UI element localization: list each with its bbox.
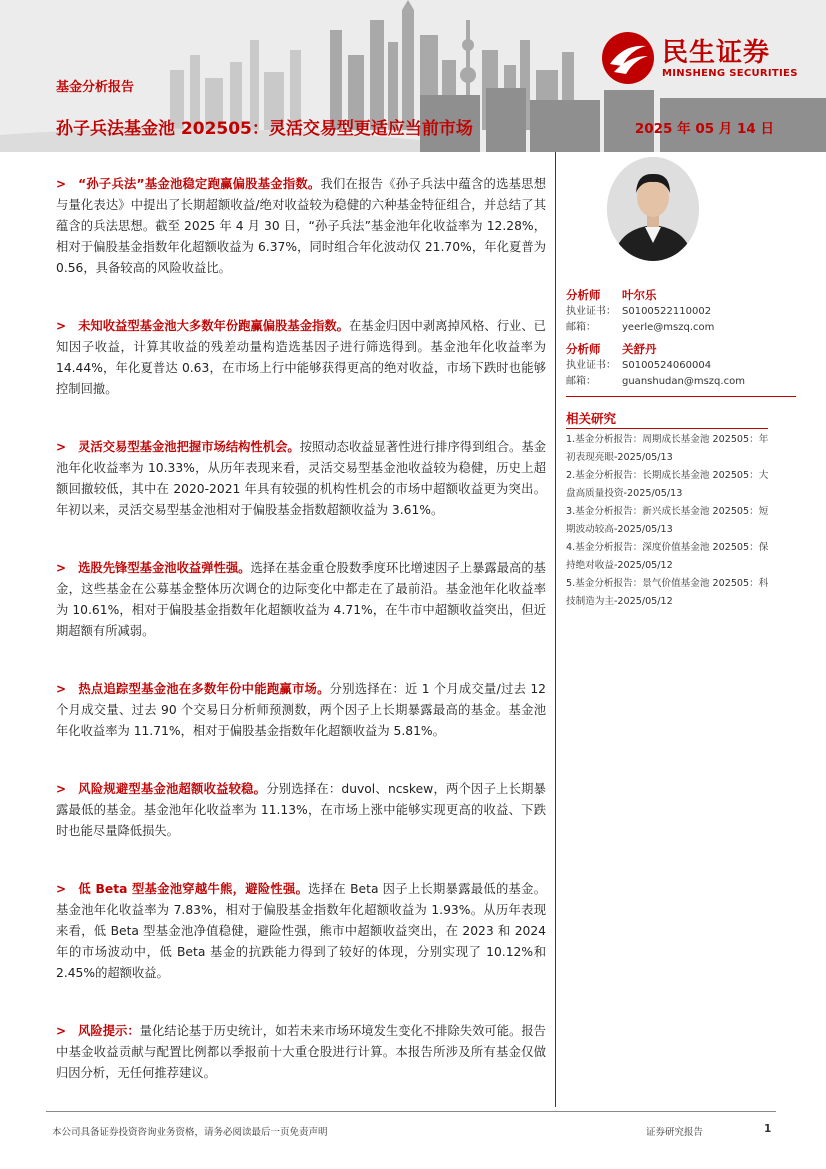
- bullet-arrow-icon: >: [56, 782, 67, 796]
- related-research-item[interactable]: 5.基金分析报告：景气价值基金池 202505：科技制造为主-2025/05/12: [566, 578, 769, 607]
- analyst-cert-row: [566, 358, 796, 374]
- report-title: 孙子兵法基金池 202505：灵活交易型更适应当前市场: [56, 119, 473, 139]
- footer-report-label: 证券研究报告: [646, 1127, 704, 1138]
- related-research-item[interactable]: 2.基金分析报告：长期成长基金池 202505：大盘高质量投资-2025/05/13: [566, 470, 769, 499]
- column-divider: [555, 152, 556, 1107]
- analyst-role: 分析师: [566, 342, 601, 356]
- paragraph-text: 分别选择在：duvol、ncskew，两个因子上长期暴露最低的基金。基金池年化收益率为 11.13%，在市场上涨中能够实现更高的收益、下跌时也能尽量降低损失。: [56, 782, 546, 838]
- summary-paragraph: [56, 558, 546, 642]
- paragraph-text: 分别选择在：近 1 个月成交量/过去 12 个月成交量、过去 90 个交易日分析师预测数，两个因子上长期暴露最高的基金。基金池年化收益率为 11.71%，相对于偏股基金指数年化超额收益为 5.81%。: [56, 682, 546, 738]
- page-number: 1: [764, 1123, 772, 1135]
- cert-number: S0100522110002: [622, 306, 712, 317]
- analyst-photo: [607, 157, 699, 261]
- bullet-arrow-icon: >: [56, 177, 67, 191]
- related-research-item[interactable]: 1.基金分析报告：周期成长基金池 202505：年初表现亮眼-2025/05/13: [566, 434, 769, 463]
- bullet-arrow-icon: >: [56, 561, 67, 575]
- cert-label: 执业证书：: [566, 306, 616, 317]
- analyst-email-row: [566, 374, 796, 390]
- paragraph-lead: 灵活交易型基金池把握市场结构性机会。: [78, 440, 300, 454]
- paragraph-text: 选择在基金重仓股数季度环比增速因子上暴露最高的基金，这些基金在公募基金整体历次调仓的边际变化中都走在了最前沿。基金池年化收益率为 10.61%，相对于偏股基金指数年化超额收益为 4.71%，在牛市中超额收益突出，但近期超额有所减弱。: [56, 561, 546, 638]
- footer-disclaimer: 本公司具备证券投资咨询业务资格，请务必阅读最后一页免责声明: [52, 1127, 328, 1138]
- related-research-divider: [566, 428, 768, 429]
- paragraph-lead: 低 Beta 型基金池穿越牛熊，避险性强。: [78, 882, 309, 896]
- analyst-card: [566, 286, 796, 336]
- cert-number: S0100524060004: [622, 360, 712, 371]
- email-label: 邮箱：: [566, 376, 596, 387]
- summary-paragraph: [56, 174, 546, 279]
- cert-label: 执业证书：: [566, 360, 616, 371]
- analyst-name-row: [566, 286, 796, 304]
- logo-chinese-name: 民生证券: [662, 38, 771, 68]
- paragraph-text: 量化结论基于历史统计，如若未来市场环境发生变化不排除失效可能。报告中基金收益贡献与配置比例都以季报前十大重仓股进行计算。本报告所涉及所有基金仅做归因分析，无任何推荐建议。: [56, 1024, 546, 1080]
- analyst-role: 分析师: [566, 288, 601, 302]
- bullet-arrow-icon: >: [56, 682, 67, 696]
- summary-paragraph: [56, 779, 546, 842]
- analyst-email-row: [566, 320, 796, 336]
- logo-emblem-icon: [600, 30, 656, 86]
- paragraph-lead: 热点追踪型基金池在多数年份中能跑赢市场。: [78, 682, 330, 696]
- analyst-card: [566, 340, 796, 390]
- analyst-cert-row: [566, 304, 796, 320]
- analyst-info: [566, 286, 796, 397]
- paragraph-text: 在基金归因中剥离掉风格、行业、已知因子收益，计算其收益的残差动量构造选基因子进行筛选得到。基金池年化收益率为 14.44%，年化夏普达 0.63，在市场上行中能够获得更高的绝对收益，市场下跌时也能够控制回撤。: [56, 319, 546, 396]
- logo-english-name: MINSHENG SECURITIES: [662, 68, 798, 79]
- report-date: 2025 年 05 月 14 日: [634, 121, 774, 137]
- analyst-name: 关舒丹: [622, 342, 657, 356]
- summary-paragraph: [56, 316, 546, 400]
- related-research-list: [566, 431, 771, 611]
- bullet-arrow-icon: >: [56, 440, 67, 454]
- report-type: 基金分析报告: [56, 80, 135, 95]
- summary-paragraph: [56, 437, 546, 521]
- related-research-item[interactable]: 4.基金分析报告：深度价值基金池 202505：保持绝对收益-2025/05/12: [566, 542, 769, 571]
- related-research-item[interactable]: 3.基金分析报告：新兴成长基金池 202505：短期波动较高-2025/05/13: [566, 506, 769, 535]
- bullet-arrow-icon: >: [56, 1024, 67, 1038]
- bullet-arrow-icon: >: [56, 319, 67, 333]
- summary-column: [56, 174, 546, 1121]
- header-banner: [0, 0, 826, 152]
- paragraph-lead: 未知收益型基金池大多数年份跑赢偏股基金指数。: [78, 319, 349, 333]
- email-address[interactable]: guanshudan@mszq.com: [622, 376, 745, 387]
- footer-divider: [46, 1111, 776, 1112]
- paragraph-lead: 选股先锋型基金池收益弹性强。: [78, 561, 251, 575]
- paragraph-text: 选择在 Beta 因子上长期暴露最低的基金。基金池年化收益率为 7.83%，相对于偏股基金指数年化超额收益为 1.93%。从历年表现来看，低 Beta 型基金池净值稳健，避险性强，熊市中超额收益突出，在 2023 和 2024 年的市场波动中，低 Beta 基金的抗跌能力得到了较好的体现，分别实现了 10.12%和 2.45%的超额收益。: [56, 882, 547, 980]
- related-research-title: 相关研究: [566, 411, 617, 426]
- email-label: 邮箱：: [566, 322, 596, 333]
- email-address[interactable]: yeerle@mszq.com: [622, 322, 715, 333]
- paragraph-lead: 风险提示：: [78, 1024, 140, 1038]
- summary-paragraph: [56, 679, 546, 742]
- analyst-portrait-image: [607, 157, 699, 261]
- analyst-name: 叶尔乐: [622, 288, 657, 302]
- analyst-name-row: [566, 340, 796, 358]
- risk-warning-paragraph: [56, 1021, 546, 1084]
- paragraph-lead: 风险规避型基金池超额收益较稳。: [78, 782, 267, 796]
- paragraph-lead: “孙子兵法”基金池稳定跑赢偏股基金指数。: [78, 177, 321, 191]
- company-logo: [600, 30, 805, 86]
- summary-paragraph: [56, 879, 546, 984]
- analyst-divider: [566, 396, 796, 397]
- paragraph-text: 我们在报告《孙子兵法中蕴含的选基思想与量化表达》中提出了长期超额收益/绝对收益较为稳健的六种基金特征组合，并总结了其蕴含的兵法思想。截至 2025 年 4 月 30 日，“孙子兵法”基金池年化收益率为 12.28%，相对于偏股基金指数年化超额收益为 6.37%，同时组合年化波动仅 21.70%，年化夏普为 0.56，具备较高的风险收益比。: [56, 177, 546, 275]
- paragraph-text: 按照动态收益显著性进行排序得到组合。基金池年化收益率为 10.33%，从历年表现来看，灵活交易型基金池收益较为稳健，历史上超额回撤较低，其中在 2020-2021 年具有较强的机构性机会的市场中超额收益更为突出。年初以来，灵活交易型基金池相对于偏股基金指数超额收益为 3.61%。: [56, 440, 546, 517]
- bullet-arrow-icon: >: [56, 882, 67, 896]
